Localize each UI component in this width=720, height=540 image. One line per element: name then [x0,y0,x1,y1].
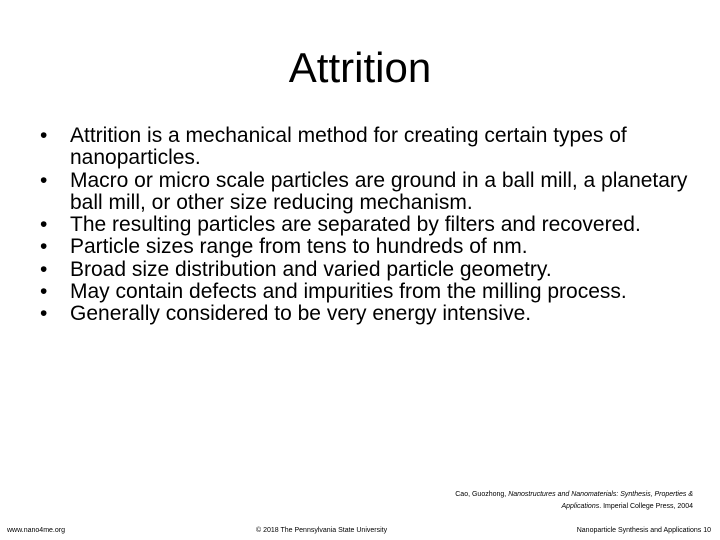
bullet-icon: • [40,302,48,326]
bullet-text: Particle sizes range from tens to hundreds of nm. [70,235,528,259]
bullet-text: Broad size distribution and varied particle geometry. [70,257,552,281]
bullet-item [40,259,700,281]
bullet-icon: • [40,213,48,237]
bullet-text: May contain defects and impurities from the milling process. [70,280,627,304]
citation-book-title-cont: Applications [561,503,600,510]
bullet-item [40,236,700,258]
citation-publisher: . Imperial College Press, 2004 [599,503,693,510]
bullet-icon: • [40,235,48,259]
citation-book-title: Nanostructures and Nanomaterials: Synthesis, Properties & [508,491,693,498]
bullet-item [40,125,700,170]
bullet-list [40,125,700,326]
bullet-text: Attrition is a mechanical method for creating certain types of nanoparticles. [70,124,627,170]
citation-author: Cao, Guozhong, [455,491,507,498]
footer-copyright: © 2018 The Pennsylvania State University [256,527,388,534]
bullet-icon: • [40,280,48,304]
bullet-item [40,303,700,325]
footer-slide-info: Nanoparticle Synthesis and Applications 10 [576,527,711,534]
bullet-text: Generally considered to be very energy intensive. [70,302,532,326]
bullet-item [40,214,700,236]
bullet-icon: • [40,124,48,147]
bullet-icon: • [40,257,48,281]
bullet-icon: • [40,168,48,192]
bullet-item [40,281,700,303]
citation [360,489,693,513]
bullet-item [40,170,700,215]
bullet-text: Macro or micro scale particles are ground in a ball mill, a planetary ball mill, or other size reducing mechanism. [70,168,688,214]
slide-title: Attrition [288,44,432,91]
footer-website: www.nano4me.org [7,527,65,534]
bullet-text: The resulting particles are separated by filters and recovered. [70,213,641,237]
